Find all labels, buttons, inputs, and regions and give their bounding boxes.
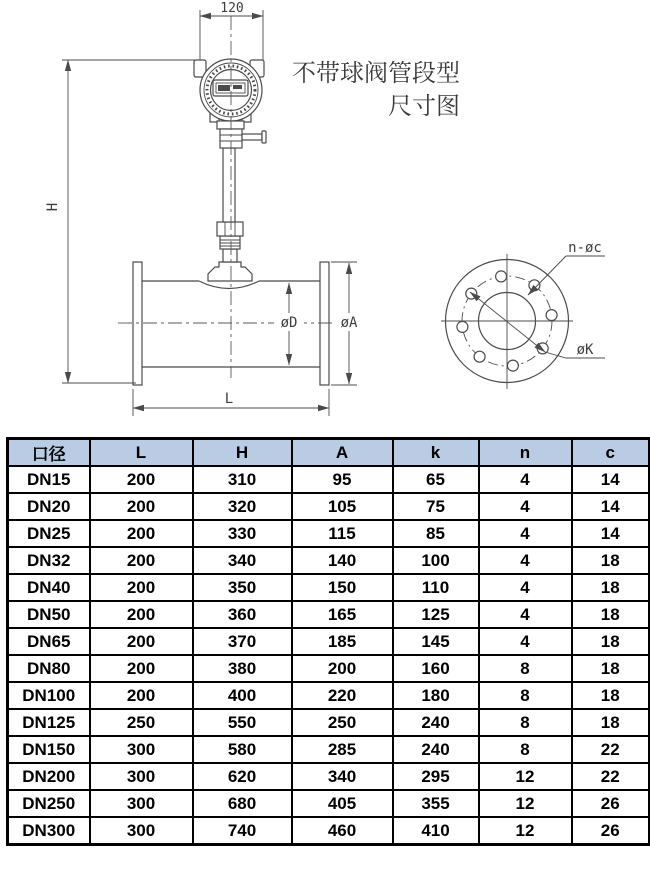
- cell-caliber: DN150: [8, 736, 90, 763]
- table-header-row: [8, 439, 650, 467]
- coupling: [220, 236, 240, 249]
- table-row: [8, 682, 650, 709]
- cable-entry-cap: [262, 131, 266, 143]
- cell-H: 550: [193, 709, 292, 736]
- dim-L: [133, 389, 329, 416]
- header-k: k: [393, 439, 479, 467]
- cell-n: 4: [479, 493, 572, 520]
- cell-c: 18: [572, 655, 650, 682]
- left-flange: [133, 262, 142, 385]
- table-row: [8, 628, 650, 655]
- cell-c: 14: [572, 493, 650, 520]
- cell-caliber: DN32: [8, 547, 90, 574]
- cell-L: 200: [90, 493, 193, 520]
- cell-c: 18: [572, 574, 650, 601]
- cell-caliber: DN300: [8, 817, 90, 845]
- cell-A: 165: [292, 601, 393, 628]
- cell-k: 160: [393, 655, 479, 682]
- table-row: [8, 493, 650, 520]
- cell-L: 250: [90, 709, 193, 736]
- cell-A: 250: [292, 709, 393, 736]
- cell-k: 240: [393, 709, 479, 736]
- dim-K-label: øK: [576, 342, 594, 358]
- header-A: A: [292, 439, 393, 467]
- cell-H: 310: [193, 466, 292, 493]
- cell-H: 680: [193, 790, 292, 817]
- cell-A: 140: [292, 547, 393, 574]
- drawing-title-line2: 尺寸图: [388, 93, 460, 120]
- cell-k: 65: [393, 466, 479, 493]
- cell-caliber: DN40: [8, 574, 90, 601]
- dim-120-label: 120: [220, 1, 244, 16]
- weld-saddle: [199, 281, 259, 289]
- cell-L: 200: [90, 574, 193, 601]
- header-c: c: [572, 439, 650, 467]
- cell-caliber: DN15: [8, 466, 90, 493]
- cell-A: 285: [292, 736, 393, 763]
- cell-c: 18: [572, 709, 650, 736]
- cell-k: 110: [393, 574, 479, 601]
- cell-k: 355: [393, 790, 479, 817]
- cell-n: 8: [479, 682, 572, 709]
- cell-L: 300: [90, 790, 193, 817]
- cell-c: 14: [572, 466, 650, 493]
- cell-c: 18: [572, 682, 650, 709]
- cell-c: 18: [572, 628, 650, 655]
- dim-D: [274, 283, 304, 365]
- cell-A: 340: [292, 763, 393, 790]
- table-row: [8, 817, 650, 845]
- cell-k: 125: [393, 601, 479, 628]
- cell-k: 75: [393, 493, 479, 520]
- stem-tube: [223, 148, 235, 222]
- table-row: [8, 574, 650, 601]
- cell-k: 295: [393, 763, 479, 790]
- cell-k: 85: [393, 520, 479, 547]
- cell-caliber: DN200: [8, 763, 90, 790]
- drawing-title-line1: 不带球阀管段型: [292, 60, 460, 87]
- dim-L-label: L: [224, 391, 234, 407]
- head-collar: [217, 121, 244, 129]
- cell-A: 200: [292, 655, 393, 682]
- table-row: [8, 520, 650, 547]
- cell-c: 22: [572, 736, 650, 763]
- transmitter-head: [194, 59, 266, 148]
- dim-H-label: H: [45, 202, 61, 212]
- header-caliber: 口径: [8, 439, 90, 467]
- cell-L: 300: [90, 736, 193, 763]
- cell-n: 4: [479, 520, 572, 547]
- mounting-base: [208, 262, 252, 281]
- cell-k: 240: [393, 736, 479, 763]
- cell-H: 620: [193, 763, 292, 790]
- cell-H: 380: [193, 655, 292, 682]
- cell-n: 12: [479, 817, 572, 845]
- flange-end-view: [441, 240, 605, 389]
- cable-entry: [242, 134, 262, 140]
- cell-H: 350: [193, 574, 292, 601]
- cell-caliber: DN125: [8, 709, 90, 736]
- cell-L: 200: [90, 601, 193, 628]
- cell-L: 200: [90, 520, 193, 547]
- cell-n: 8: [479, 709, 572, 736]
- table-row: [8, 790, 650, 817]
- cell-c: 18: [572, 547, 650, 574]
- table-row: [8, 736, 650, 763]
- cell-c: 22: [572, 763, 650, 790]
- cell-A: 115: [292, 520, 393, 547]
- cell-caliber: DN65: [8, 628, 90, 655]
- dimension-table: [6, 437, 650, 846]
- table-body: [8, 466, 650, 845]
- dim-n-c-label: n-øc: [568, 240, 602, 256]
- cell-caliber: DN100: [8, 682, 90, 709]
- hex-nut: [217, 222, 243, 236]
- cell-A: 105: [292, 493, 393, 520]
- right-flange: [320, 262, 329, 385]
- dim-A: [331, 262, 364, 385]
- cell-n: 12: [479, 763, 572, 790]
- cell-H: 400: [193, 682, 292, 709]
- cell-L: 300: [90, 817, 193, 845]
- cell-A: 95: [292, 466, 393, 493]
- table-row: [8, 547, 650, 574]
- cell-n: 12: [479, 790, 572, 817]
- sensor-stem: [208, 148, 252, 281]
- table-row: [8, 763, 650, 790]
- cell-L: 200: [90, 655, 193, 682]
- lcd-unit-block: [233, 85, 242, 89]
- table-row: [8, 601, 650, 628]
- cell-L: 200: [90, 682, 193, 709]
- cell-n: 4: [479, 601, 572, 628]
- cell-n: 8: [479, 736, 572, 763]
- header-n: n: [479, 439, 572, 467]
- dim-D-label: øD: [280, 315, 298, 331]
- dim-H: [45, 60, 200, 383]
- header-L: L: [90, 439, 193, 467]
- cell-L: 300: [90, 763, 193, 790]
- lcd-digits-block: [218, 85, 230, 91]
- cell-L: 200: [90, 628, 193, 655]
- header-H: H: [193, 439, 292, 467]
- cell-H: 340: [193, 547, 292, 574]
- cell-caliber: DN50: [8, 601, 90, 628]
- cell-c: 18: [572, 601, 650, 628]
- cell-A: 460: [292, 817, 393, 845]
- cell-H: 360: [193, 601, 292, 628]
- cell-c: 26: [572, 790, 650, 817]
- cell-c: 14: [572, 520, 650, 547]
- cell-L: 200: [90, 547, 193, 574]
- drawing-title: [280, 57, 460, 123]
- cell-n: 4: [479, 547, 572, 574]
- cell-k: 100: [393, 547, 479, 574]
- table-row: [8, 466, 650, 493]
- cell-caliber: DN25: [8, 520, 90, 547]
- cell-H: 740: [193, 817, 292, 845]
- cell-k: 145: [393, 628, 479, 655]
- cell-A: 405: [292, 790, 393, 817]
- cell-A: 185: [292, 628, 393, 655]
- cell-caliber: DN80: [8, 655, 90, 682]
- table-row: [8, 655, 650, 682]
- cell-caliber: DN250: [8, 790, 90, 817]
- cell-c: 26: [572, 817, 650, 845]
- cell-H: 580: [193, 736, 292, 763]
- cell-k: 410: [393, 817, 479, 845]
- cell-A: 150: [292, 574, 393, 601]
- cell-H: 320: [193, 493, 292, 520]
- cell-L: 200: [90, 466, 193, 493]
- lower-neck: [223, 249, 237, 262]
- cell-caliber: DN20: [8, 493, 90, 520]
- cell-n: 4: [479, 466, 572, 493]
- cell-H: 370: [193, 628, 292, 655]
- cell-k: 180: [393, 682, 479, 709]
- cell-n: 8: [479, 655, 572, 682]
- dim-A-label: øA: [340, 315, 358, 331]
- cell-H: 330: [193, 520, 292, 547]
- dim-120: [200, 1, 263, 60]
- cell-A: 220: [292, 682, 393, 709]
- cell-n: 4: [479, 628, 572, 655]
- table-row: [8, 709, 650, 736]
- cell-n: 4: [479, 574, 572, 601]
